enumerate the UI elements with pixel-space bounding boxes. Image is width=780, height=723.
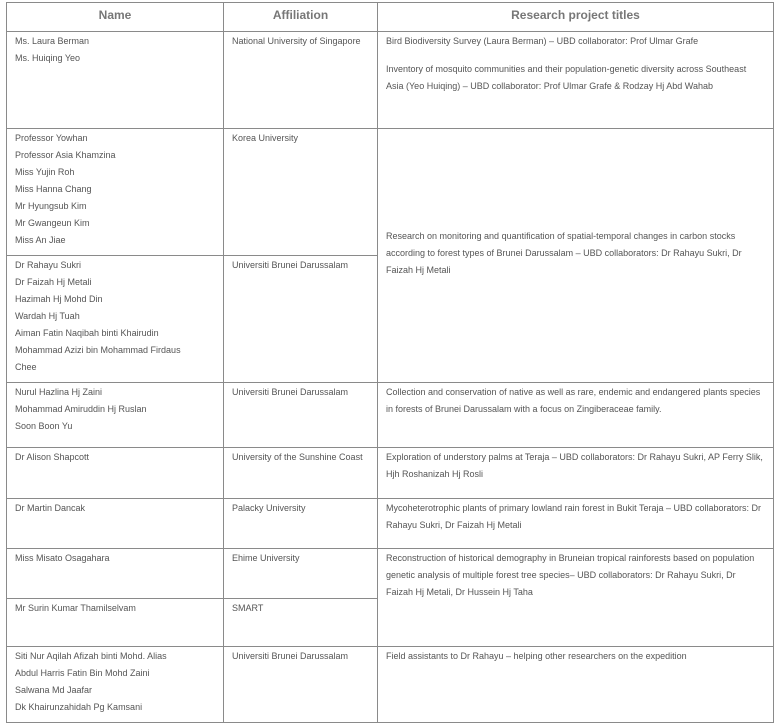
names-cell: [7, 499, 224, 549]
table-row: [7, 448, 774, 499]
project-title: Exploration of understory palms at Teraja – UBD collaborators: Dr Rahayu Sukri, AP Ferry Slik, Hjh Roshanizah Hj Rosli: [386, 452, 763, 479]
person-name: Mr Surin Kumar Thamilselvam: [15, 603, 136, 613]
project-title: Bird Biodiversity Survey (Laura Berman) – UBD collaborator: Prof Ulmar Grafe: [386, 36, 699, 46]
titles-cell: [378, 499, 774, 549]
person-name: Soon Boon Yu: [15, 421, 73, 431]
names-cell: [7, 549, 224, 599]
project-title: Field assistants to Dr Rahayu – helping other researchers on the expedition: [386, 651, 687, 661]
names-cell: [7, 448, 224, 499]
person-name: Dr Alison Shapcott: [15, 452, 90, 462]
person-name: Miss An Jiae: [15, 235, 66, 245]
person-name: Nurul Hazlina Hj Zaini: [15, 387, 103, 397]
research-table: [6, 2, 774, 723]
affiliation-cell: Palacky University: [224, 499, 378, 549]
titles-cell: [378, 129, 774, 383]
table-row: [7, 129, 774, 256]
names-cell: [7, 383, 224, 448]
titles-cell: [378, 32, 774, 129]
project-title: Reconstruction of historical demography in Bruneian tropical rainforests based on population genetic analysis of multiple forest tree species– UBD collaborators: Dr Rahayu Sukri, Dr Faizah Hj Metali, Dr Hussein Hj Taha: [386, 553, 755, 597]
person-name: Ms. Laura Berman: [15, 36, 90, 46]
person-name: Dr Rahayu Sukri: [15, 260, 82, 270]
titles-cell: [378, 647, 774, 723]
names-cell: [7, 647, 224, 723]
person-name: Ms. Huiqing Yeo: [15, 53, 81, 63]
person-name: Chee: [15, 362, 37, 372]
table-row: [7, 32, 774, 129]
titles-cell: [378, 383, 774, 448]
names-cell: [7, 129, 224, 256]
person-name: Siti Nur Aqilah Afizah binti Mohd. Alias: [15, 651, 167, 661]
person-name: Dr Faizah Hj Metali: [15, 277, 92, 287]
person-name: Dk Khairunzahidah Pg Kamsani: [15, 702, 143, 712]
affiliation-cell: National University of Singapore: [224, 32, 378, 129]
table-row: [7, 647, 774, 723]
person-name: Miss Yujin Roh: [15, 167, 75, 177]
affiliation-cell: Universiti Brunei Darussalam: [224, 647, 378, 723]
project-title: Mycoheterotrophic plants of primary lowland rain forest in Bukit Teraja – UBD collaborators: Dr Rahayu Sukri, Dr Faizah Hj Metali: [386, 503, 761, 530]
header-title: Research project titles: [378, 3, 774, 32]
person-name: Wardah Hj Tuah: [15, 311, 80, 321]
names-cell: [7, 256, 224, 383]
person-name: Mohammad Amiruddin Hj Ruslan: [15, 404, 147, 414]
person-name: Mr Gwangeun Kim: [15, 218, 90, 228]
header-name: Name: [7, 3, 224, 32]
affiliation-cell: Ehime University: [224, 549, 378, 599]
titles-cell: [378, 448, 774, 499]
table-row: [7, 549, 774, 599]
person-name: Professor Asia Khamzina: [15, 150, 116, 160]
header-affiliation: Affiliation: [224, 3, 378, 32]
affiliation-cell: SMART: [224, 599, 378, 647]
project-title: Research on monitoring and quantification of spatial-temporal changes in carbon stocks according to forest types of Brunei Darussalam – UBD collaborators: Dr Rahayu Sukri, Dr Faizah Hj Metali: [386, 230, 742, 275]
names-cell: [7, 599, 224, 647]
affiliation-cell: University of the Sunshine Coast: [224, 448, 378, 499]
project-title: Collection and conservation of native as well as rare, endemic and endangered plants species in forests of Brunei Darussalam with a focus on Zingiberaceae family.: [386, 387, 761, 414]
header-row: [7, 3, 774, 32]
person-name: Miss Misato Osagahara: [15, 553, 110, 563]
table-row: [7, 499, 774, 549]
person-name: Professor Yowhan: [15, 133, 88, 143]
person-name: Mr Hyungsub Kim: [15, 201, 87, 211]
names-cell: [7, 32, 224, 129]
project-title: Inventory of mosquito communities and their population-genetic diversity across Southeast Asia (Yeo Huiqing) – UBD collaborator: Prof Ulmar Grafe & Rodzay Hj Abd Wahab: [386, 64, 747, 91]
affiliation-cell: Universiti Brunei Darussalam: [224, 383, 378, 448]
titles-cell: [378, 549, 774, 647]
affiliation-cell: Universiti Brunei Darussalam: [224, 256, 378, 383]
person-name: Miss Hanna Chang: [15, 184, 92, 194]
person-name: Dr Martin Dancak: [15, 503, 86, 513]
affiliation-cell: Korea University: [224, 129, 378, 256]
person-name: Salwana Md Jaafar: [15, 685, 93, 695]
person-name: Abdul Harris Fatin Bin Mohd Zaini: [15, 668, 150, 678]
person-name: Mohammad Azizi bin Mohammad Firdaus: [15, 345, 181, 355]
person-name: Hazimah Hj Mohd Din: [15, 294, 103, 304]
person-name: Aiman Fatin Naqibah binti Khairudin: [15, 328, 159, 338]
table-row: [7, 383, 774, 448]
